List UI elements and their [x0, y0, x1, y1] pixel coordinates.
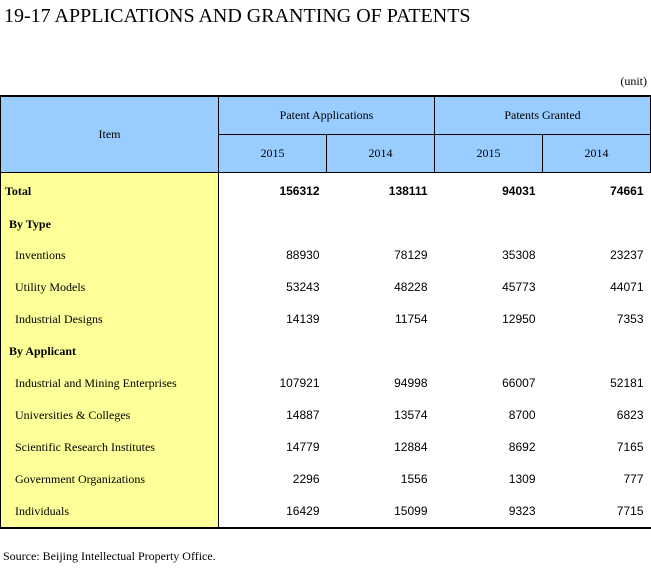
cell-value: 14887	[286, 408, 320, 422]
unit-label: (unit)	[620, 74, 647, 88]
row-label: Industrial Designs	[1, 303, 219, 335]
table-row-section	[1, 335, 651, 367]
cell-value: 16429	[219, 495, 327, 528]
cell-value: 35308	[502, 248, 536, 262]
cell-value: 156312	[279, 184, 320, 198]
cell-value: 23237	[610, 248, 644, 262]
cell-value: 52181	[610, 376, 644, 390]
table-row	[1, 399, 651, 431]
cell-value: 6823	[616, 408, 644, 422]
cell-value: 2296	[292, 472, 320, 486]
cell-value: 88930	[286, 248, 320, 262]
row-label: Government Organizations	[1, 463, 219, 495]
cell-value: 7715	[543, 495, 651, 528]
row-label: Individuals	[1, 495, 219, 528]
row-label: Total	[1, 173, 219, 210]
cell-value: 14779	[286, 440, 320, 454]
cell-value: 7353	[616, 312, 644, 326]
cell-value: 94031	[502, 184, 536, 198]
cell-value: 1556	[400, 472, 428, 486]
cell-value: 7165	[616, 440, 644, 454]
row-label: Universities & Colleges	[1, 399, 219, 431]
cell-value: 15099	[327, 495, 435, 528]
cell-value: 777	[623, 472, 644, 486]
cell-value: 48228	[394, 280, 428, 294]
table-row	[1, 271, 651, 303]
table-row	[1, 463, 651, 495]
item-header: Item	[1, 96, 219, 173]
year-header: 2015	[219, 135, 327, 173]
source-note: Source: Beijing Intellectual Property Office.	[3, 549, 216, 563]
cell-value: 45773	[502, 280, 536, 294]
cell-value: 74661	[610, 184, 644, 198]
year-header: 2015	[435, 135, 543, 173]
page-title: 19-17 APPLICATIONS AND GRANTING OF PATENTS	[4, 5, 471, 27]
section-label: By Applicant	[1, 335, 219, 367]
cell-value: 53243	[286, 280, 320, 294]
cell-value: 107921	[279, 376, 320, 390]
table-row	[1, 367, 651, 399]
row-label: Inventions	[1, 239, 219, 271]
row-label: Utility Models	[1, 271, 219, 303]
cell-value: 1309	[508, 472, 536, 486]
cell-value: 12950	[502, 312, 536, 326]
cell-value: 138111	[388, 184, 428, 198]
table-row	[1, 495, 651, 528]
cell-value: 66007	[502, 376, 536, 390]
row-label: Industrial and Mining Enterprises	[1, 367, 219, 399]
cell-value: 78129	[394, 248, 428, 262]
cell-value: 12884	[394, 440, 428, 454]
patents-table	[0, 95, 651, 529]
cell-value: 14139	[286, 312, 320, 326]
cell-value: 8692	[508, 440, 536, 454]
table-row	[1, 239, 651, 271]
cell-value: 94998	[394, 376, 428, 390]
year-header: 2014	[543, 135, 651, 173]
row-label: Scientific Research Institutes	[1, 431, 219, 463]
cell-value: 11754	[395, 312, 428, 326]
year-header: 2014	[327, 135, 435, 173]
applications-header: Patent Applications	[219, 96, 435, 135]
cell-value: 44071	[610, 280, 644, 294]
table-row-section	[1, 209, 651, 239]
table-row	[1, 303, 651, 335]
section-label: By Type	[1, 209, 219, 239]
cell-value: 8700	[508, 408, 536, 422]
cell-value: 13574	[394, 408, 428, 422]
cell-value: 9323	[435, 495, 543, 528]
granted-header: Patents Granted	[435, 96, 651, 135]
table-row-total	[1, 173, 651, 210]
table-row	[1, 431, 651, 463]
